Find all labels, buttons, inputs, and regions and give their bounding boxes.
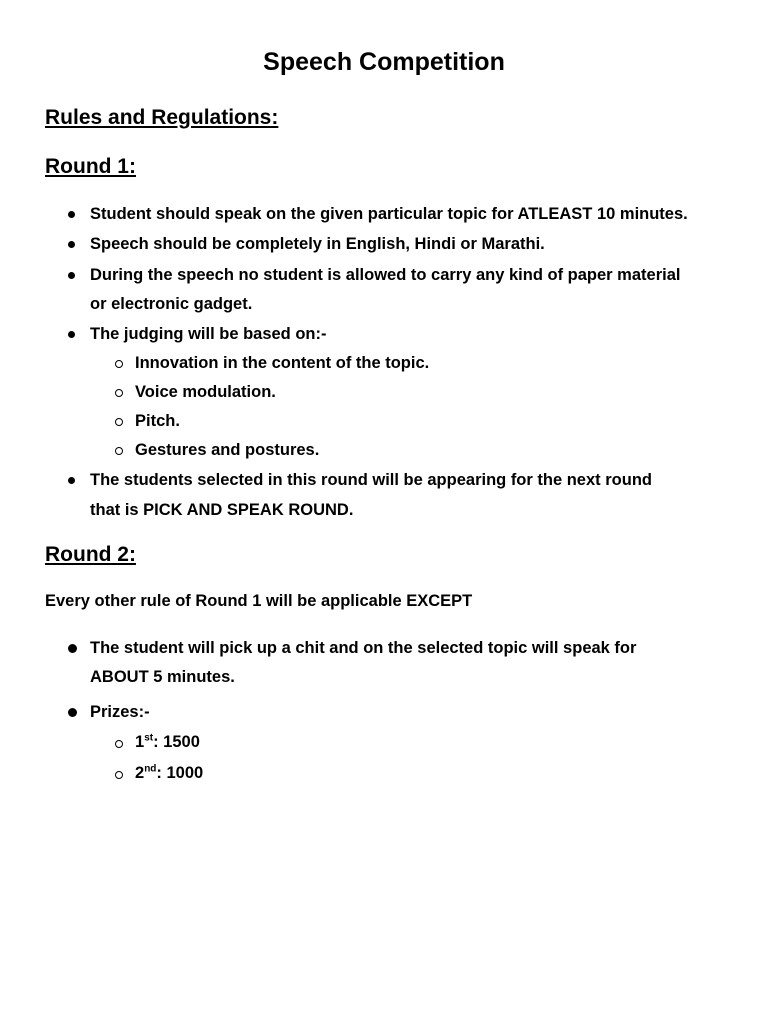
prize-second: 2nd: 1000 <box>135 763 204 782</box>
judging-criterion: Innovation in the content of the topic. <box>135 354 430 372</box>
round1-rule-1: Student should speak on the given particular topic for ATLEAST 10 minutes. <box>90 205 688 223</box>
bullet-icon <box>68 331 75 338</box>
bullet-icon <box>68 272 75 279</box>
round2-rule-1: The student will pick up a chit and on the selected topic will speak for <box>90 639 637 657</box>
bullet-icon <box>68 211 75 218</box>
bullet-icon <box>68 708 77 717</box>
judging-criterion: Voice modulation. <box>135 383 276 401</box>
judging-criterion: Pitch. <box>135 412 180 430</box>
bullet-icon <box>68 241 75 248</box>
circle-bullet-icon <box>115 740 123 748</box>
round1-rule-3-continued: or electronic gadget. <box>90 295 253 313</box>
circle-bullet-icon <box>115 360 123 368</box>
round2-intro: Every other rule of Round 1 will be applicable EXCEPT <box>45 592 473 610</box>
judging-criterion: Gestures and postures. <box>135 441 320 459</box>
round2-rule-1-continued: ABOUT 5 minutes. <box>90 668 235 686</box>
rules-heading: Rules and Regulations: <box>45 106 279 129</box>
round1-heading: Round 1: <box>45 155 136 178</box>
document-title: Speech Competition <box>263 48 505 76</box>
circle-bullet-icon <box>115 389 123 397</box>
prize-first: 1st: 1500 <box>135 732 200 751</box>
round1-rule-3: During the speech no student is allowed to carry any kind of paper material <box>90 266 681 284</box>
round1-rule-4: The judging will be based on:- <box>90 325 327 343</box>
round2-heading: Round 2: <box>45 543 136 566</box>
round1-rule-5: The students selected in this round will be appearing for the next round <box>90 471 652 489</box>
circle-bullet-icon <box>115 418 123 426</box>
prizes-label: Prizes:- <box>90 703 150 721</box>
circle-bullet-icon <box>115 771 123 779</box>
circle-bullet-icon <box>115 447 123 455</box>
round1-rule-2: Speech should be completely in English, Hindi or Marathi. <box>90 235 545 253</box>
bullet-icon <box>68 644 77 653</box>
round1-rule-5-continued: that is PICK AND SPEAK ROUND. <box>90 501 354 519</box>
bullet-icon <box>68 477 75 484</box>
